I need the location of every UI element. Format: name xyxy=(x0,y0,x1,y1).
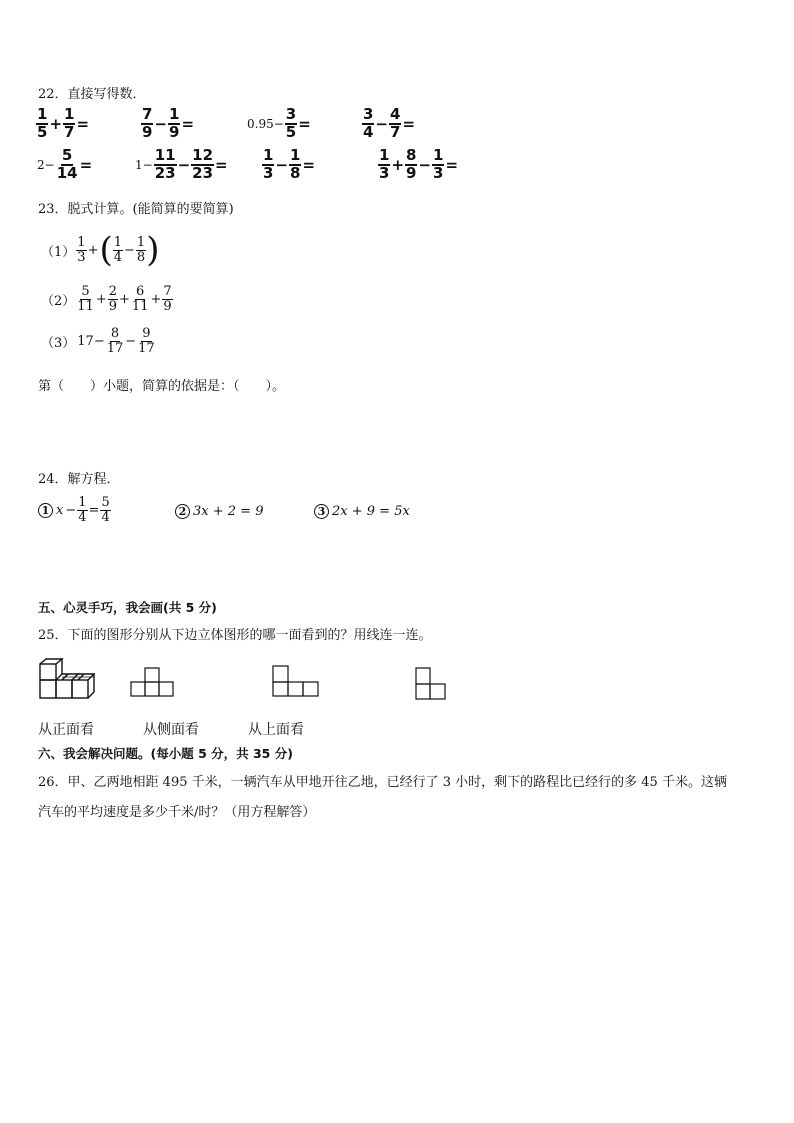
view-figure-2 xyxy=(272,664,320,698)
q22-item-1: $\frac{1}{5}$ + $\frac{1}{7}$ = xyxy=(37,105,90,141)
circled-number-3: 3 xyxy=(314,504,329,519)
q23-problem-1: （1） $\frac{1}{3}$ +( $\frac{1}{4}$ − $\frac{1}{8}$ ) xyxy=(41,230,160,270)
q24-equation-2: 2 3x + 2 = 9 xyxy=(175,504,264,519)
q22-item-5: 2− $\frac{5}{14}$ = xyxy=(37,146,93,182)
q23-title: 23．脱式计算。(能简算的要简算) xyxy=(38,202,234,217)
q22-item-2: $\frac{7}{9}$ − $\frac{1}{9}$ = xyxy=(142,105,195,141)
section-6-heading: 六、我会解决问题。(每小题 5 分，共 35 分) xyxy=(38,746,293,761)
q24-equation-3: 3 2x + 9 = 5x xyxy=(314,504,411,519)
view-label-top: 从上面看 xyxy=(248,722,304,738)
q23-problem-2: （2） $\frac{5}{11}$ + $\frac{2}{9}$ + $\frac{6}{11}$ + $\frac{7}{9}$ xyxy=(41,284,172,314)
q22-item-8: $\frac{1}{3}$ + $\frac{8}{9}$ − $\frac{1}{3}$ = xyxy=(379,146,459,182)
q22-title: 22．直接写得数． xyxy=(38,87,146,102)
solid-figure-3d xyxy=(38,658,102,700)
q23-note: 第（ ）小题，简算的依据是：（ ）。 xyxy=(38,379,286,394)
view-figure-1 xyxy=(130,666,176,698)
circled-number-1: 1 xyxy=(38,503,53,518)
circled-number-2: 2 xyxy=(175,504,190,519)
q24-title: 24．解方程． xyxy=(38,472,120,487)
q22-item-6: 1− $\frac{11}{23}$ − $\frac{12}{23}$ = xyxy=(135,146,228,182)
view-label-front: 从正面看 xyxy=(38,722,94,738)
q24-equation-1: 1 x − $\frac{1}{4}$ = $\frac{5}{4}$ xyxy=(38,496,111,524)
q26-text-line-1: 26．甲、乙两地相距 495 千米，一辆汽车从甲地开往乙地，已经行了 3 小时，剩下的路程比已经行的多 45 千米。这辆 xyxy=(38,775,727,790)
q22-item-3: 0.95− $\frac{3}{5}$ = xyxy=(247,105,311,141)
q26-text-line-2: 汽车的平均速度是多少千米/时？（用方程解答） xyxy=(38,805,316,820)
section-5-heading: 五、心灵手巧，我会画(共 5 分) xyxy=(38,600,217,615)
view-figure-3 xyxy=(414,666,448,702)
q25-title: 25．下面的图形分别从下边立体图形的哪一面看到的？用线连一连。 xyxy=(38,628,432,643)
view-label-side: 从侧面看 xyxy=(143,722,199,738)
q22-item-7: $\frac{1}{3}$ − $\frac{1}{8}$ = xyxy=(263,146,316,182)
q23-problem-3: （3） 17− $\frac{8}{17}$ − $\frac{9}{17}$ xyxy=(41,326,155,356)
q22-item-4: $\frac{3}{4}$ − $\frac{4}{7}$ = xyxy=(363,105,416,141)
